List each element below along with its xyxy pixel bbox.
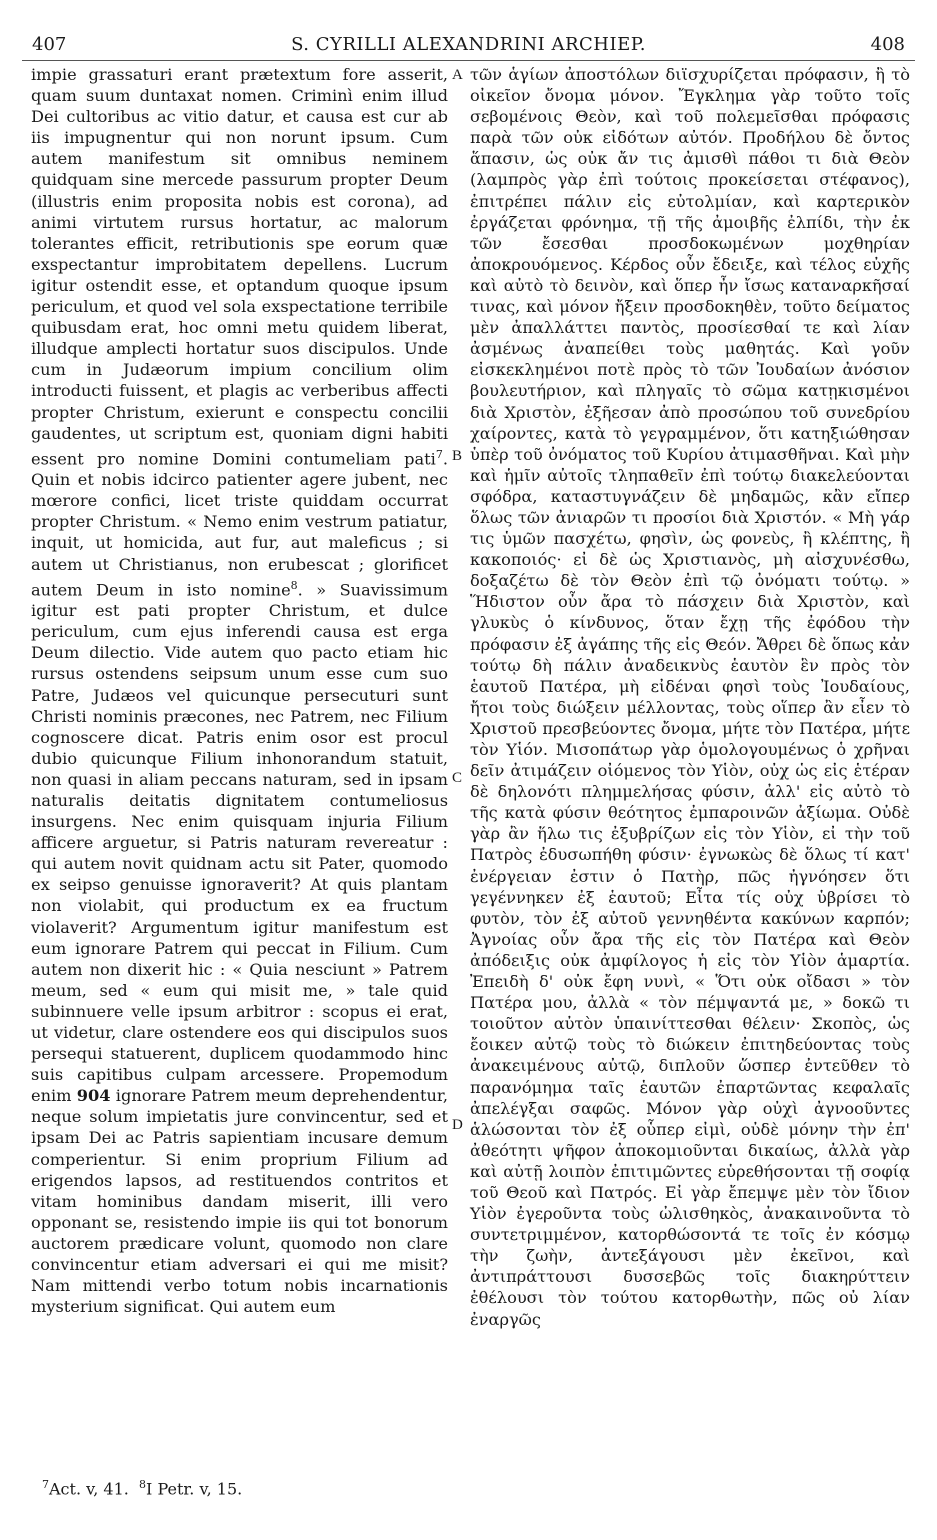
footnote-number-8: 8 bbox=[139, 1478, 147, 1491]
latin-text-part-1: impie grassaturi erant prætextum fore asserit, quam suum duntaxat nomen. Criminì enim illud Dei cultoribus ac vitio datur, et causa est cur ab iis impugnentur qui non norunt ipsum. Cum autem manifestum sit omnibus neminem quidquam sine mercede passurum propter Deum (illustris enim proposita nobis est corona), ad animi virtutem rursus hortatur, ac malorum tolerantes efficit, retributionis spe eorum quæ exspectantur improbitatem depellens. Lucrum igitur ostendit esse, et optandum quoque ipsum periculum, et quod vel sola exspectatione terribile quibusdam erat, hoc omni metu quidem liberat, illudque amplecti hortatur suos discipulos. Unde cum in Judæorum impium concilium olim introducti fuissent, et plagis ac verberibus affecti propter Christum, exierunt e conspectu concilii gaudentes, ut scriptum est, quoniam digni habiti essent pro nomine Domini contumeliam pati bbox=[31, 65, 448, 469]
latin-text-part-4: ignorare Patrem meum deprehendentur, neque solum impietatis jure convincentur, sed et ipsam Dei ac Patris sapientiam incusare demum comperientur. Si enim proprium Filium ad erigendos lapsos, ad restituendos contritos et vitam hominibus dandam miserit, illi vero opponant se, resistendo impie iis qui tot bonorum auctorem prædicare volunt, quomodo non clare convincentur etiam adversari ei qui me misit? Nam mittendi verbo totum nobis incarnationis mysterium significat. Qui autem eum bbox=[31, 1086, 448, 1317]
latin-column bbox=[31, 64, 448, 1317]
page-number-right: 408 bbox=[870, 34, 905, 55]
margin-letter-d: D bbox=[452, 1117, 463, 1133]
page-number-left: 407 bbox=[32, 34, 67, 55]
running-title: S. CYRILLI ALEXANDRINI ARCHIEP. bbox=[291, 34, 646, 55]
footnote-8: I Petr. v, 15. bbox=[146, 1479, 243, 1499]
margin-letter-a: A bbox=[452, 67, 463, 83]
margin-letter-c: C bbox=[452, 770, 463, 786]
greek-column bbox=[470, 64, 910, 1330]
footnote-ref-8: 8 bbox=[290, 578, 298, 592]
greek-text: τῶν ἁγίων ἀποστόλων διϊσχυρίζεται πρόφασιν, ἢ τὸ οἰκεῖον ὄνομα μόνον. Ἔγκλημα γὰρ τοῦτο τοῖς σεβομένοις Θεὸν, καὶ τοῦ πολεμεῖσθαι πρόφασις παρὰ τῶν οὐκ εἰδότων αὐτόν. Προδήλου δὲ ὄντος ἅπασιν, ὡς οὐκ ἄν τις ἀμισθὶ πάθοι τι διὰ Θεὸν (λαμπρὸς γὰρ ἐπὶ τούτοις προκείσεται στέφανος), ἐπιτρέπει πάλιν εἰς εὐτολμίαν, καὶ καρτερικὸν ἐργάζεται φρόνημα, τῇ τῆς ἀμοιβῆς ἐλπίδι, τὴν ἐκ τῶν ἔσεσθαι προσδοκωμένων μοχθηρίαν ἀποκρουόμενος. Κέρδος οὖν ἔδειξε, καὶ τέλος εὐχῆς καὶ αὐτὸ τὸ δεινὸν, καὶ ὅπερ ἦν ἴσως καταναρκῆσαί τινας, καὶ μόνον ἤξειν προσδοκηθὲν, τοῦτο δείματος μὲν ἀπαλλάττει παντὸς, προσίεσθαί τε καὶ λίαν ἀσμένως ἀναπείθει τοὺς μαθητάς. Καὶ γοῦν εἰσκεκλημένοι ποτὲ πρὸς τὸ τῶν Ἰουδαίων ἀνόσιον βουλευτήριον, καὶ πληγαῖς τὸ σῶμα κατῃκισμένοι διὰ Χριστὸν, ἐξῆεσαν ἀπὸ προσώπου τοῦ συνεδρίου χαίροντες, κατὰ τὸ γεγραμμένον, ὅτι κατηξιώθησαν ὑπὲρ τοῦ ὀνόματος τοῦ Κυρίου ἀτιμασθῆναι. Καὶ μὴν καὶ ἡμῖν αὐτοῖς τληπαθεῖν ἐπὶ τούτῳ διακελεύονται σφόδρα, καταστυγνάζειν δὲ μηδαμῶς, κἂν εἴπερ ὅλως τῶν ἀνιαρῶν τι προσίοι διὰ Χριστόν. « Μὴ γάρ τις ὑμῶν πασχέτω, φησὶν, ὡς φονεὺς, ἢ κλέπτης, ἢ κακοποιός· εἰ δὲ ὡς Χριστιανὸς, μὴ αἰσχυνέσθω, δοξαζέτω δὲ τὸν Θεὸν ἐπὶ τῷ ὀνόματι τούτῳ. » Ἥδιστον οὖν ἄρα τὸ πάσχειν διὰ Χριστὸν, καὶ γλυκὺς ὁ κίνδυνος, ὅταν ἔχῃ τῆς ἐφόδου τὴν πρόφασιν ἐξ ἀγάπης τῆς εἰς Θεόν. Ἄθρει δὲ ὅπως κἀν τούτῳ δὴ πάλιν ἀναδεικνὺς ἑαυτὸν ἓν πρὸς τὸν ἑαυτοῦ Πατέρα, μὴ εἰδέναι φησὶ τοὺς Ἰουδαίους, ἤτοι τοὺς διώξειν μέλλοντας, τοὺς οἵπερ ἂν εἶεν τὸ Χριστοῦ πρεσβεύοντες ὄνομα, μήτε τὸν Πατέρα, μήτε τὸν Υἱόν. Μισοπάτωρ γὰρ ὁμολογουμένως ὁ χρῆναι δεῖν ἀτιμάζειν οἰόμενος τὸν Υἱὸν, οὐχ ὡς εἰς ἑτέραν δὲ δηλονότι πλημμελήσας φύσιν, ἀλλ' εἰς αὐτὸ τὸ τῆς κατὰ φύσιν θεότητος ἐμπαροινῶν ἀξίωμα. Οὐδὲ γὰρ ἂν ἥλω τις ἐξυβρίζων εἰς τὸν Υἱὸν, εἰ τὴν τοῦ Πατρὸς ἐδυσωπήθη φύσιν· ἐγνωκὼς δὲ ὅλως τί κατ' ἐνέργειαν ἐστιν ὁ Πατὴρ, πῶς ἠγνόησεν ὅτι γεγέννηκεν ἐξ ἑαυτοῦ; Εἶτα τίς οὐχ ὑβρίσει τὸ φυτὸν, τὸν ἐξ αὐτοῦ γεννηθέντα κακύνων καρπόν; Ἀγνοίας οὖν ἄρα τῆς εἰς τὸν Πατέρα καὶ Θεὸν ἀπόδειξις οὐκ ἀμφίλογος ἡ εἰς τὸν Υἱὸν ἁμαρτία. Ἐπειδὴ δ' οὐκ ἔφη νυνὶ, « Ὅτι οὐκ οἴδασι » τὸν Πατέρα μου, ἀλλὰ « τὸν πέμψαντά με, » δοκῶ τι τοιοῦτον αὐτὸν ὑπαινίττεσθαι θέλειν· Σκοπὸς, ὡς ἔοικεν αὐτῷ τοὺς τὸ διώκειν ἐπιτηδεύοντας τοὺς ἀνακειμένους αὐτῷ, διπλοῦν ὥσπερ ἐντεῦθεν τὸ παρανόμημα ταῖς ἑαυτῶν ἐπαρτῶντας κεφαλαῖς ἀπελέγξαι σαφῶς. Μόνον γὰρ οὐχὶ ἀγνοοῦντες ἁλώσονται τὸν ἐξ οὗπερ εἰμὶ, οὐδὲ μόνην τὴν ἐπ' ἀθεότητι ψῆφον ἀποκομιοῦνται δικαίως, ἀλλὰ γὰρ καὶ αὐτῇ λοιπὸν ἐπιτιμῶντες εὑρεθήσονται τῇ σοφίᾳ τοῦ Θεοῦ καὶ Πατρός. Εἰ γὰρ ἔπεμψε μὲν τὸν ἴδιον Υἱὸν ἐγεροῦντα τοὺς ὠλισθηκὸς, ἀνακαινοῦντα τὸ συντετριμμένον, κατορθώσοντά τε τοῖς ἐν κόσμῳ τὴν ζωὴν, ἀντεξάγουσι μὲν ἐκεῖνοι, καὶ ἀντιπράττουσι δυσσεβῶς τοῖς διακηρύττειν ἐθέλουσι τὸν τούτου κατορθωτὴν, πῶς οὐ λίαν ἐναργῶς bbox=[470, 65, 911, 1329]
footnote-number-7: 7 bbox=[42, 1478, 49, 1491]
column-number: 904 bbox=[76, 1086, 111, 1106]
latin-text bbox=[31, 64, 448, 1317]
latin-text-part-3: . » Suavissimum igitur est pati propter Christum, et dulce periculum, cum ejus inferendi causa est erga Deum dilectio. Vide autem quo pacto etiam hic rursus ostendens seipsum unum esse cum suo Patre, Judæos vel quicunque persecuturi sunt Christi nominis præcones, nec Patrem, nec Filium cognoscere dicat. Patris enim osor est procul dubio quicunque Filium inhonorandum statuit, non quasi in aliam peccans naturam, sed in ipsam naturalis deitatis dignitatem contumeliosus insurgens. Nec enim quisquam injuria Filium afficere arguetur, si Patris naturam revereatur : qui autem novit quidnam actu sit Pater, quomodo ex seipso genuisse ignoraverit? At quis plantam non violabit, qui productum ex ea fructum violaverit? Argumentum igitur manifestum est eum ignorare Patrem qui peccat in Filium. Cum autem non dixerit hic : « Quia nesciunt » Patrem meum, sed « eum qui misit me, » tale quid subinnuere velle ipsum arbitror : scopus ei erat, ut videtur, clare ostendere eos qui discipulos suos persequi statuerent, duplicem quodammodo hinc suis capitibus culpam arcessere. Propemodum enim bbox=[31, 580, 448, 1106]
running-header bbox=[22, 34, 915, 61]
footnote-ref-7: 7 bbox=[435, 447, 443, 461]
margin-letter-b: B bbox=[452, 448, 463, 464]
latin-text-part-2: . Quin et nobis idcirco patienter agere jubent, nec mœrore confici, licet triste quiddam occurrat propter Christum. « Nemo enim vestrum patiatur, inquit, ut homicida, aut fur, aut maleficus ; si autem ut Christianus, non erubescat ; glorificet autem Deum in isto nomine bbox=[31, 449, 448, 600]
footnote-7: Act. v, 41. bbox=[49, 1479, 129, 1499]
footnotes bbox=[42, 1478, 242, 1498]
